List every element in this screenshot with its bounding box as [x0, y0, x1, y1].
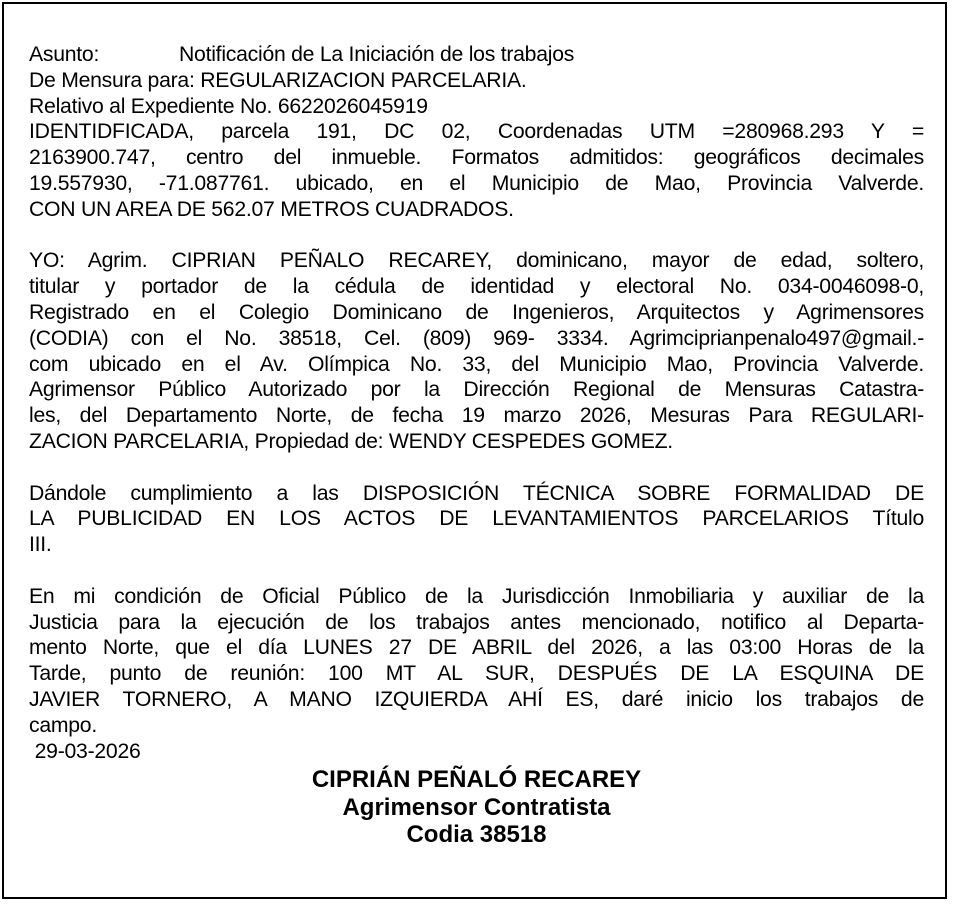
paragraph-line: 2163900.747, centro del inmueble. Formatos admitidos: geográficos decimales	[29, 146, 924, 170]
paragraph-line: Relativo al Expediente No. 6622026045919	[29, 94, 428, 118]
paragraph-line: (CODIA) con el No. 38518, Cel. (809) 969- 3334. Agrimciprianpenalo497@gmail.-	[29, 326, 924, 350]
notice-date: 29-03-2026	[29, 739, 141, 763]
paragraph-line: titular y portador de la cédula de identidad y electoral No. 034-0046098-0,	[29, 275, 924, 299]
paragraph-line: En mi condición de Oficial Público de la Jurisdicción Inmobiliaria y auxiliar de la	[29, 584, 924, 608]
signature-title: Agrimensor Contratista	[342, 793, 611, 821]
paragraph-line: Tarde, punto de reunión: 100 MT AL SUR, DESPUÉS DE LA ESQUINA DE	[29, 662, 924, 686]
paragraph-line: JAVIER TORNERO, A MANO IZQUIERDA AHÍ ES, daré inicio los trabajos de	[29, 687, 924, 711]
paragraph-line: Justicia para la ejecución de los trabajos antes mencionado, notifico al Departa-	[29, 610, 924, 634]
paragraph-line: YO: Agrim. CIPRIAN PEÑALO RECAREY, dominicano, mayor de edad, soltero,	[29, 249, 924, 273]
signature-block	[4, 766, 949, 849]
paragraph-line: mento Norte, que el día LUNES 27 DE ABRIL del 2026, a las 03:00 Horas de la	[29, 636, 924, 660]
paragraph-line: campo.	[29, 713, 97, 737]
signature-name: CIPRIÁN PEÑALÓ RECAREY	[311, 766, 642, 793]
paragraph-line: les, del Departamento Norte, de fecha 19 marzo 2026, Mesuras Para REGULARI-	[29, 404, 924, 428]
paragraph-line: Dándole cumplimiento a las DISPOSICIÓN TÉCNICA SOBRE FORMALIDAD DE	[29, 481, 924, 505]
paragraph-line: ZACION PARCELARIA, Propiedad de: WENDY CESPEDES GOMEZ.	[29, 429, 673, 453]
paragraph-line: De Mensura para: REGULARIZACION PARCELARIA.	[29, 68, 527, 92]
paragraph-line: III.	[29, 533, 52, 557]
paragraph-line: Registrado en el Colegio Dominicano de Ingenieros, Arquitectos y Agrimensores	[29, 300, 924, 324]
notice-frame	[2, 2, 947, 899]
paragraph-gap	[29, 455, 924, 481]
subject-line	[29, 42, 924, 68]
paragraph-line: LA PUBLICIDAD EN LOS ACTOS DE LEVANTAMIENTOS PARCELARIOS Título	[29, 507, 924, 531]
paragraph-line: IDENTIDFICADA, parcela 191, DC 02, Coordenadas UTM =280968.293 Y =	[29, 120, 924, 144]
paragraph-line: CON UN AREA DE 562.07 METROS CUADRADOS.	[29, 197, 514, 221]
signature-codia: Codia 38518	[406, 821, 547, 848]
paragraph-line: Agrimensor Público Autorizado por la Dirección Regional de Mensuras Catastra-	[29, 378, 924, 402]
paragraph-gap	[29, 223, 924, 249]
subject-text: Notificación de La Iniciación de los trabajos	[179, 43, 575, 66]
paragraph-line: com ubicado en el Av. Olímpica No. 33, del Municipio Mao, Provincia Valverde.	[29, 352, 924, 376]
notice-body	[29, 42, 924, 764]
paragraph-gap	[29, 558, 924, 584]
subject-label: Asunto:	[29, 43, 100, 66]
paragraph-line: 19.557930, -71.087761. ubicado, en el Municipio de Mao, Provincia Valverde.	[29, 171, 924, 195]
